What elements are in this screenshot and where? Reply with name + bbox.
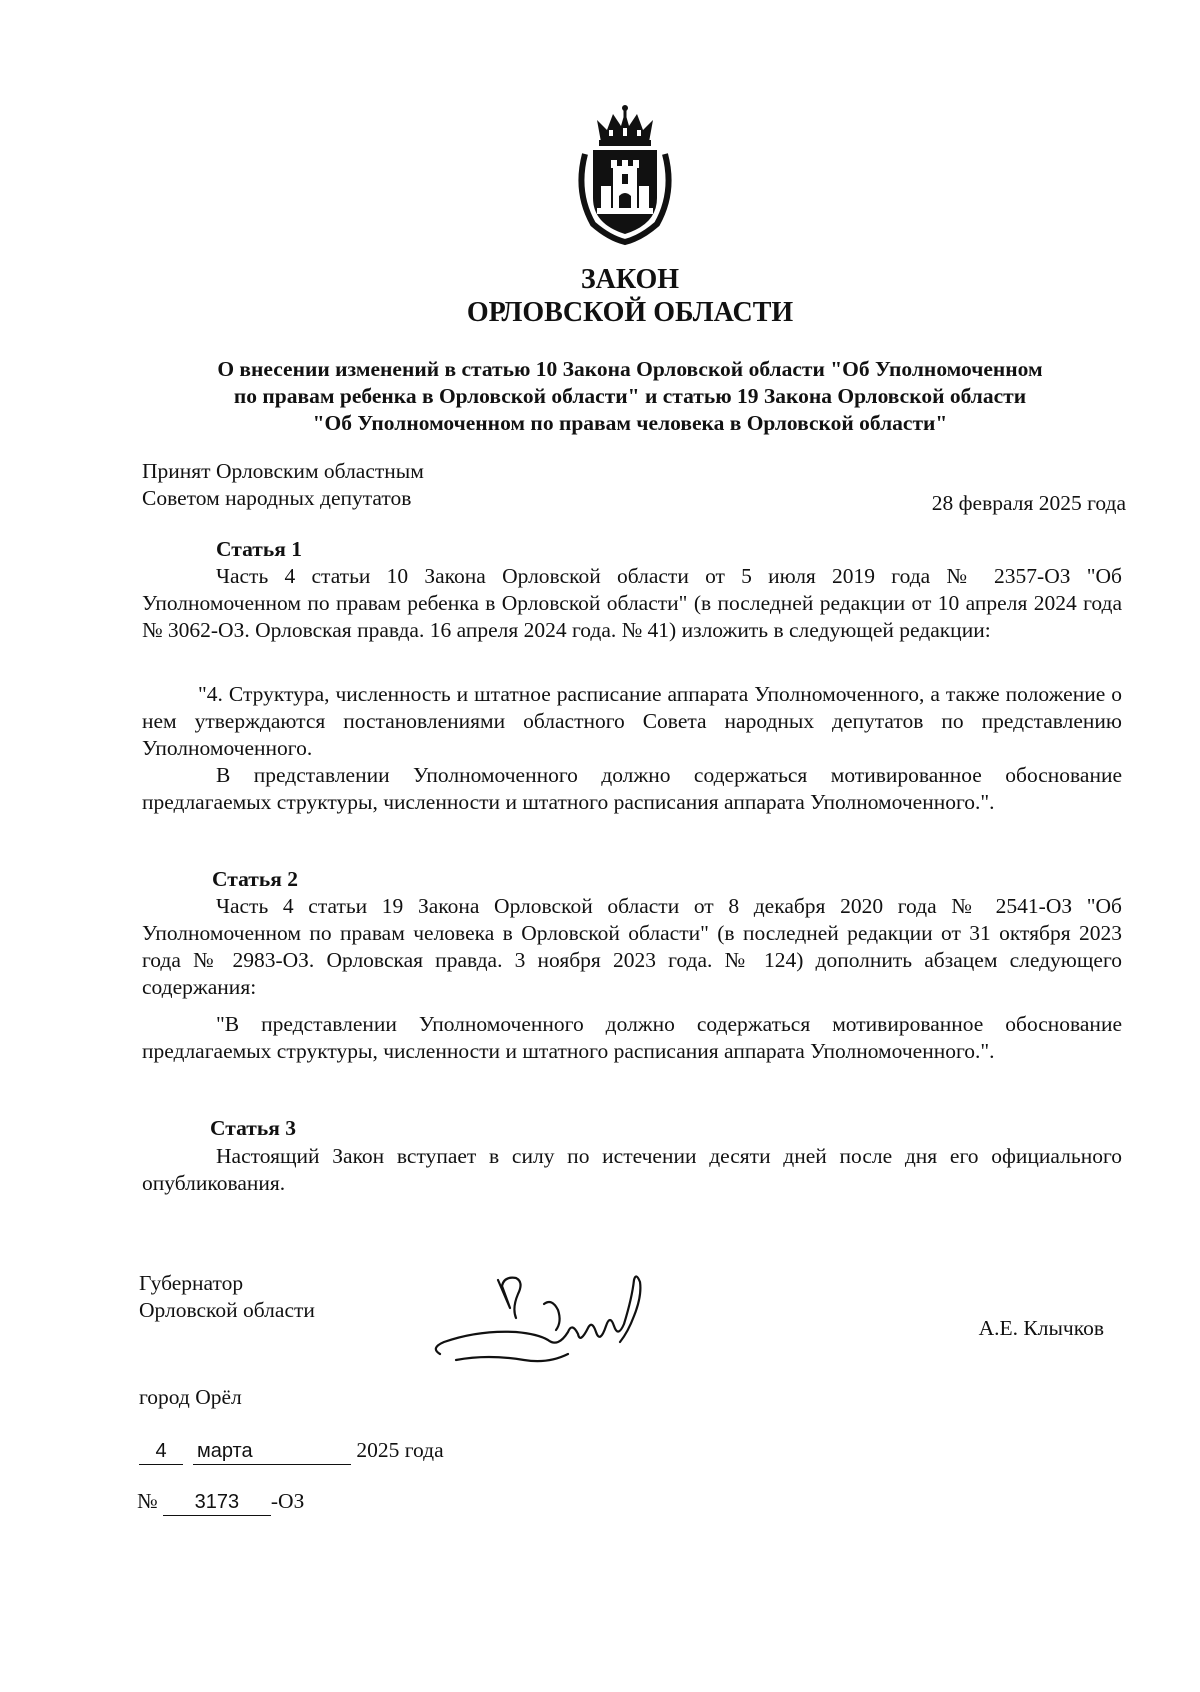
article-1-paragraph-3: В представлении Уполномоченного должно содержаться мотивированное обоснование предлагаемых структуры, численности и штатного расписания аппарата Уполномоченного.".	[142, 763, 1122, 814]
law-number-value: 3173	[163, 1489, 271, 1516]
city: город Орёл	[139, 1385, 242, 1409]
governor-name: А.Е. Клычков	[978, 1316, 1104, 1340]
handwritten-signature	[428, 1268, 658, 1380]
article-2-paragraph-1: Часть 4 статьи 19 Закона Орловской области от 8 декабря 2020 года № 2541-ОЗ "Об Уполномоченном по правам человека в Орловской области" (в последней редакции от 31 октября 2023 года № 2983-ОЗ. Орловская правда. 3 ноября 2023 года. № 124) дополнить абзацем следующего содержания:	[142, 894, 1122, 999]
adoption-date: 28 февраля 2025 года	[931, 491, 1126, 515]
article-2-heading: Статья 2	[212, 867, 298, 891]
article-3-paragraph-1: Настоящий Закон вступает в силу по истечении десяти дней после дня его официального опубликования.	[142, 1144, 1122, 1195]
subtitle-line-1: О внесении изменений в статью 10 Закона Орловской области "Об Уполномоченном	[217, 357, 1043, 381]
signing-month: марта	[193, 1438, 351, 1465]
article-1-paragraph-2: "4. Структура, численность и штатное расписание аппарата Уполномоченного, а также положение о нем утверждаются постановлениями областного Совета народных депутатов по представлению Уполномоченного.	[142, 682, 1122, 760]
coat-of-arms-emblem	[571, 102, 679, 246]
article-1-paragraph-1: Часть 4 статьи 10 Закона Орловской области от 5 июля 2019 года № 2357-ОЗ "Об Уполномоченном по правам ребенка в Орловской области" (в последней редакции от 10 апреля 2024 года № 3062-ОЗ. Орловская правда. 16 апреля 2024 года. № 41) изложить в следующей редакции:	[142, 564, 1122, 642]
signing-day: 4	[139, 1438, 183, 1465]
article-1-heading: Статья 1	[216, 537, 302, 561]
article-3-heading: Статья 3	[210, 1116, 296, 1140]
article-2-paragraph-2: "В представлении Уполномоченного должно содержаться мотивированное обоснование предлагаемых структуры, численности и штатного расписания аппарата Уполномоченного.".	[142, 1012, 1122, 1063]
law-label: ЗАКОН	[580, 264, 680, 295]
signatory-position-line-2: Орловской области	[139, 1298, 315, 1322]
adoption-line-1: Принят Орловским областным	[142, 459, 424, 483]
signatory-position-line-1: Губернатор	[139, 1271, 244, 1295]
subtitle-line-3: "Об Уполномоченном по правам человека в Орловской области"	[312, 411, 948, 435]
law-number-suffix: -ОЗ	[270, 1489, 305, 1513]
number-sign: №	[137, 1489, 158, 1513]
region-label: ОРЛОВСКОЙ ОБЛАСТИ	[466, 297, 794, 328]
subtitle-line-2: по правам ребенка в Орловской области" и статью 19 Закона Орловской области	[233, 384, 1027, 408]
signing-date	[139, 1437, 444, 1465]
law-number	[137, 1488, 304, 1516]
signing-year: 2025 года	[356, 1438, 444, 1462]
adoption-line-2: Советом народных депутатов	[142, 486, 412, 510]
